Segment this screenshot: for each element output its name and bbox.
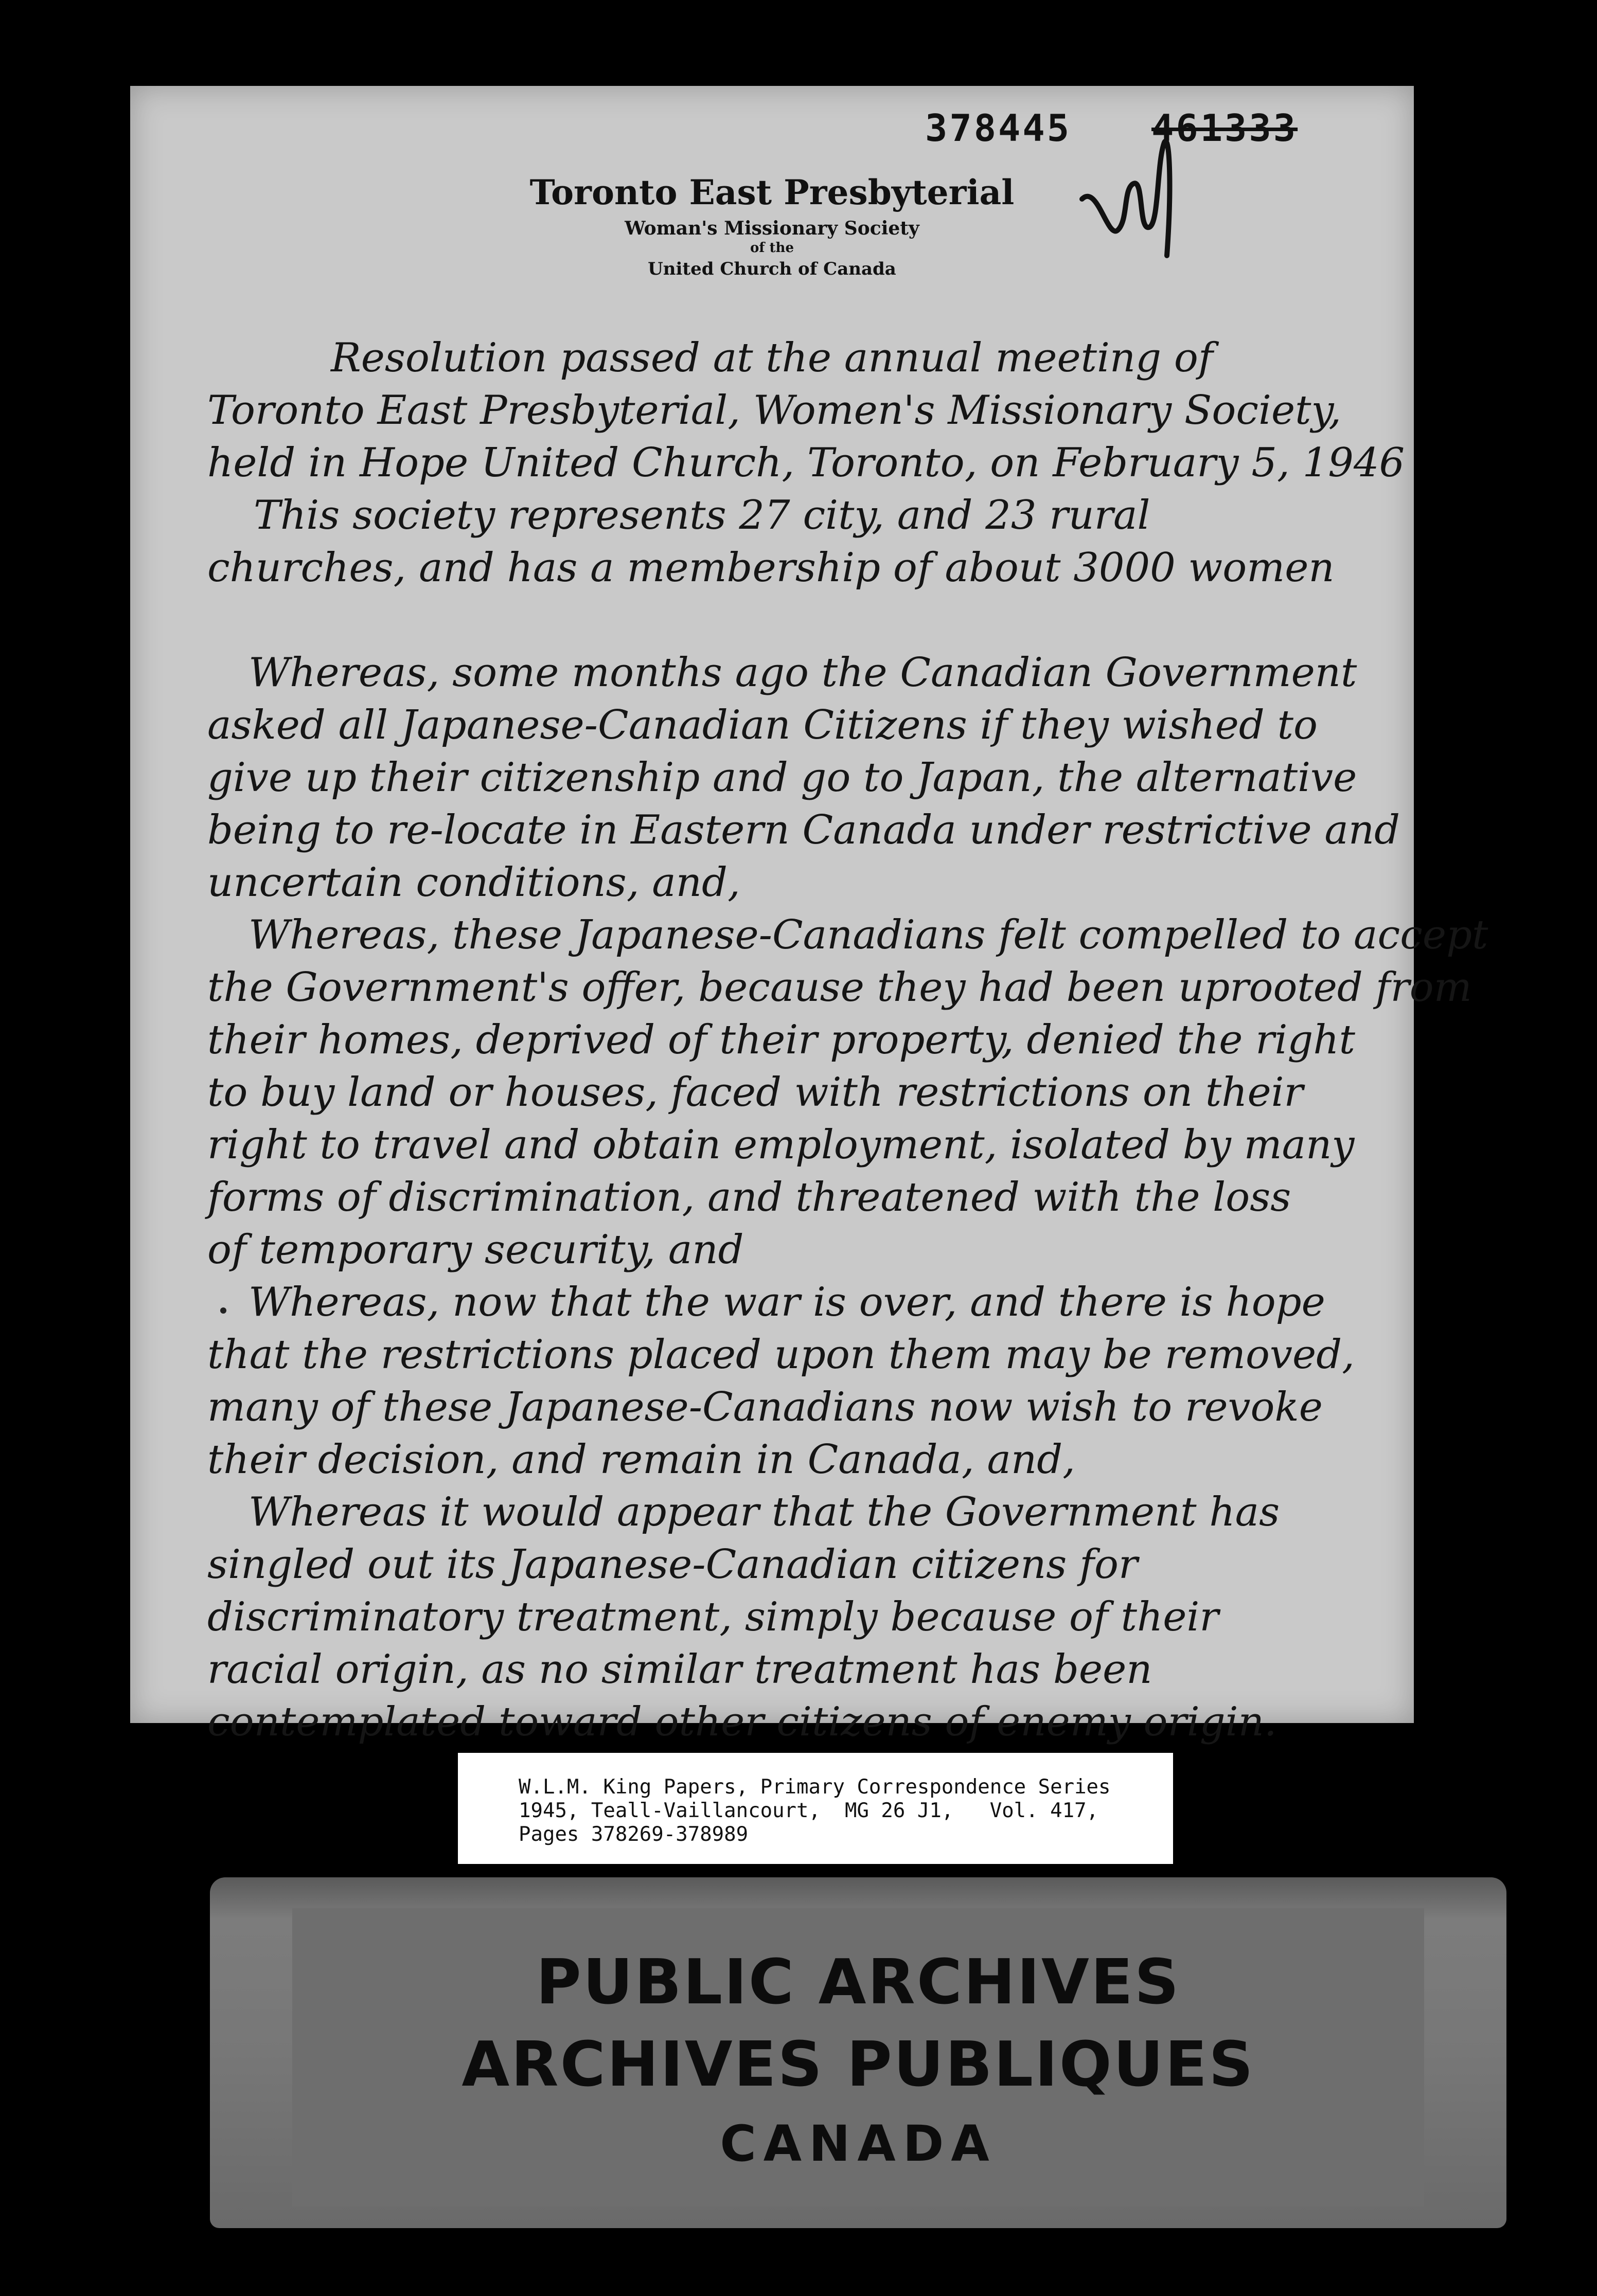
text-line: Whereas, these Japanese-Canadians felt compelled to accept xyxy=(249,912,1488,958)
text-line: discriminatory treatment, simply because of their xyxy=(207,1594,1219,1640)
text-line: singled out its Japanese-Canadian citizens for xyxy=(207,1541,1138,1588)
text-line: Whereas it would appear that the Government has xyxy=(249,1489,1280,1535)
text-line: Toronto East Presbyterial, Women's Missionary Society, xyxy=(207,387,1341,434)
letterhead-society: Woman's Missionary Society xyxy=(625,218,919,239)
archive-label-line: Pages 378269-378989 xyxy=(519,1823,749,1846)
archive-label xyxy=(458,1753,1173,1864)
text-line: the Government's offer, because they had been uprooted from xyxy=(207,964,1472,1011)
text-line: that the restrictions placed upon them may be removed, xyxy=(207,1332,1355,1378)
blank-line xyxy=(207,594,1365,647)
handwritten-resolution xyxy=(207,332,1488,1748)
page-number: 378445 xyxy=(925,106,1072,150)
text-line: held in Hope United Church, Toronto, on February 5, 1946 xyxy=(207,440,1405,486)
text-line: This society represents 27 city, and 23 rural xyxy=(254,492,1150,539)
text-line: Whereas, some months ago the Canadian Government xyxy=(249,650,1357,696)
letterhead-of: of the xyxy=(750,240,794,256)
text-line: Resolution passed at the annual meeting of xyxy=(331,335,1213,381)
text-line: forms of discrimination, and threatened with the loss xyxy=(207,1174,1291,1221)
letterhead-organization: Toronto East Presbyterial xyxy=(529,172,1015,212)
text-line: asked all Japanese-Canadian Citizens if they wished to xyxy=(207,702,1318,748)
stamp-line-canada: CANADA xyxy=(720,2115,997,2173)
text-line: of temporary security, and xyxy=(207,1227,744,1273)
text-line: uncertain conditions, and, xyxy=(207,859,740,906)
text-line: their homes, deprived of their property, denied the right xyxy=(207,1017,1355,1063)
ink-dot xyxy=(220,1307,226,1314)
text-line: right to travel and obtain employment, isolated by many xyxy=(207,1122,1355,1168)
text-line: being to re-locate in Eastern Canada under restrictive and xyxy=(207,807,1400,853)
text-line: churches, and has a membership of about 3000 women xyxy=(207,545,1335,591)
text-line: their decision, and remain in Canada, and, xyxy=(207,1437,1075,1483)
archive-label-line: W.L.M. King Papers, Primary Correspondence Series xyxy=(519,1775,1111,1799)
stamp-line-archives-publiques: ARCHIVES PUBLIQUES xyxy=(462,2029,1255,2101)
text-line: give up their citizenship and go to Japan, the alternative xyxy=(207,755,1357,801)
text-line: Whereas, now that the war is over, and there is hope xyxy=(249,1279,1325,1325)
document-page xyxy=(130,86,1488,1745)
public-archives-stamp xyxy=(210,1877,1506,2228)
archive-label-line: 1945, Teall-Vaillancourt, MG 26 J1, Vol. 417, xyxy=(519,1799,1099,1822)
stamp-line-public-archives: PUBLIC ARCHIVES xyxy=(536,1947,1181,2018)
text-line: to buy land or houses, faced with restrictions on their xyxy=(207,1069,1303,1116)
text-line: contemplated toward other citizens of enemy origin. xyxy=(207,1699,1277,1745)
text-line: racial origin, as no similar treatment has been xyxy=(207,1646,1152,1693)
struck-page-number: 461333 xyxy=(1151,106,1298,150)
letterhead-church: United Church of Canada xyxy=(648,259,896,279)
text-line: many of these Japanese-Canadians now wish to revoke xyxy=(207,1384,1323,1430)
